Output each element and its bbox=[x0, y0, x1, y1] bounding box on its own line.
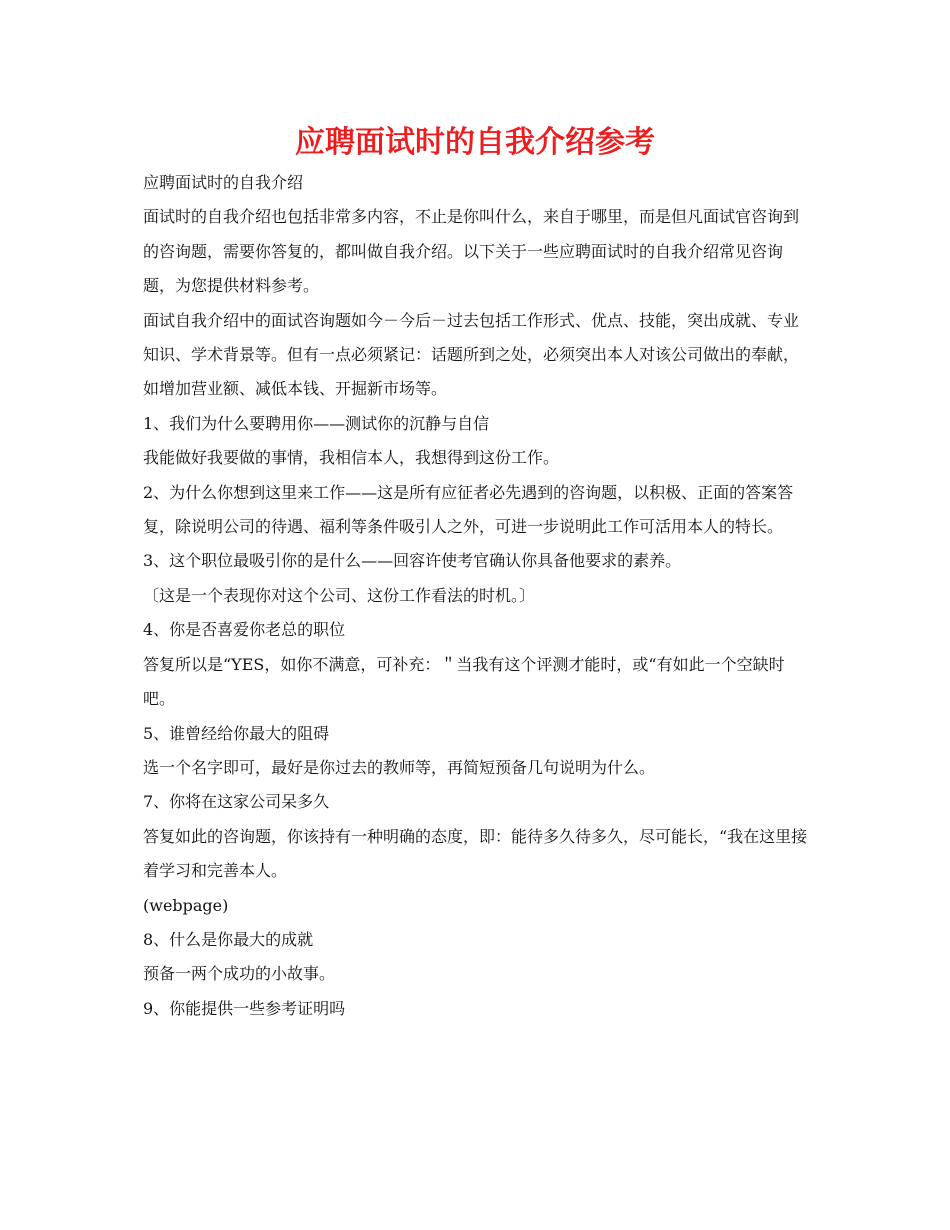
subtitle-paragraph: 应聘面试时的自我介绍 bbox=[143, 173, 304, 192]
question-heading-2: 2、为什么你想到这里来工作——这是所有应征者必先遇到的咨询题，以积极、正面的答案答复，除说明公司的待遇、福利等条件吸引人之外，可进一步说明此工作可活用本人的特长。 bbox=[143, 482, 794, 537]
question-heading-8: 8、什么是你最大的成就 bbox=[143, 929, 314, 949]
question-heading-5: 5、谁曾经给你最大的阻碍 bbox=[143, 723, 330, 743]
answer-paragraph-3: 〔这是一个表现你对这个公司、这份工作看法的时机。〕 bbox=[143, 585, 536, 605]
question-heading-7: 7、你将在这家公司呆多久 bbox=[143, 792, 330, 812]
webpage-note: (webpage) bbox=[143, 895, 229, 915]
document-title: 应聘面试时的自我介绍参考 bbox=[295, 125, 655, 160]
answer-paragraph-8: 预备一两个成功的小故事。 bbox=[143, 964, 336, 984]
answer-paragraph-5: 选一个名字即可，最好是你过去的教师等，再简短预备几句说明为什么。 bbox=[143, 757, 656, 777]
question-heading-1: 1、我们为什么要聘用你——测试你的沉静与自信 bbox=[143, 413, 490, 433]
answer-paragraph-4: 答复所以是“YES，如你不满意，可补充：＂当我有这个评测才能时，或“有如此一个空缺时吧。 bbox=[143, 654, 785, 709]
answer-paragraph-1: 我能做好我要做的事情，我相信本人，我想得到这份工作。 bbox=[143, 448, 560, 468]
intro-paragraph: 面试时的自我介绍也包括非常多内容，不止是你叫什么，来自于哪里，而是但凡面试官咨询到的咨询题，需要你答复的，都叫做自我介绍。以下关于一些应聘面试时的自我介绍常见咨询题，为您提供材料参考。 bbox=[143, 207, 800, 296]
question-heading-4: 4、你是否喜爱你老总的职位 bbox=[143, 620, 346, 640]
document-body bbox=[143, 166, 813, 1026]
overview-paragraph: 面试自我介绍中的面试咨询题如今－今后－过去包括工作形式、优点、技能，突出成就、专业知识、学术背景等。但有一点必须紧记：话题所到之处，必须突出本人对该公司做出的奉献，如增加营业额、减低本钱、开掘新市场等。 bbox=[143, 310, 800, 399]
question-heading-3: 3、这个职位最吸引你的是什么——回容许使考官确认你具备他要求的素养。 bbox=[143, 551, 682, 571]
answer-paragraph-7: 答复如此的咨询题，你该持有一种明确的态度，即：能待多久待多久，尽可能长，“我在这里接着学习和完善本人。 bbox=[143, 826, 808, 881]
question-heading-9: 9、你能提供一些参考证明吗 bbox=[143, 998, 346, 1018]
